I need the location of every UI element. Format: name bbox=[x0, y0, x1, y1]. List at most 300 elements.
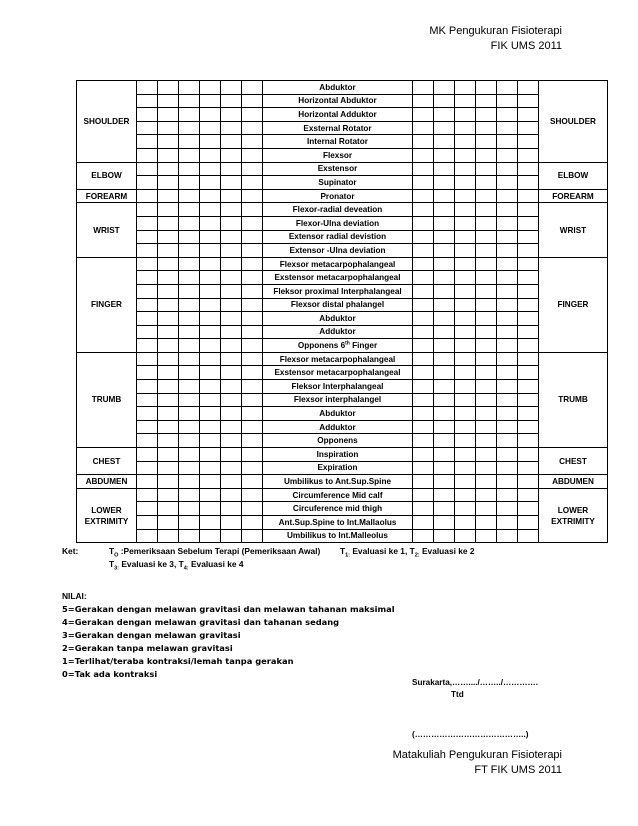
score-cell[interactable] bbox=[413, 176, 434, 190]
score-cell[interactable] bbox=[221, 516, 242, 530]
score-cell[interactable] bbox=[242, 135, 263, 149]
score-cell[interactable] bbox=[221, 339, 242, 353]
score-cell[interactable] bbox=[455, 203, 476, 217]
score-cell[interactable] bbox=[413, 257, 434, 271]
score-cell[interactable] bbox=[242, 189, 263, 203]
score-cell[interactable] bbox=[200, 203, 221, 217]
score-cell[interactable] bbox=[137, 312, 158, 326]
score-cell[interactable] bbox=[413, 420, 434, 434]
score-cell[interactable] bbox=[476, 407, 497, 421]
score-cell[interactable] bbox=[518, 298, 539, 312]
score-cell[interactable] bbox=[455, 244, 476, 258]
score-cell[interactable] bbox=[221, 216, 242, 230]
score-cell[interactable] bbox=[413, 434, 434, 448]
score-cell[interactable] bbox=[476, 434, 497, 448]
score-cell[interactable] bbox=[434, 257, 455, 271]
score-cell[interactable] bbox=[413, 135, 434, 149]
score-cell[interactable] bbox=[518, 366, 539, 380]
score-cell[interactable] bbox=[497, 284, 518, 298]
score-cell[interactable] bbox=[242, 216, 263, 230]
score-cell[interactable] bbox=[455, 380, 476, 394]
score-cell[interactable] bbox=[434, 475, 455, 489]
score-cell[interactable] bbox=[200, 393, 221, 407]
score-cell[interactable] bbox=[497, 502, 518, 516]
score-cell[interactable] bbox=[221, 407, 242, 421]
score-cell[interactable] bbox=[476, 312, 497, 326]
score-cell[interactable] bbox=[158, 380, 179, 394]
score-cell[interactable] bbox=[242, 312, 263, 326]
score-cell[interactable] bbox=[413, 298, 434, 312]
score-cell[interactable] bbox=[179, 271, 200, 285]
score-cell[interactable] bbox=[137, 380, 158, 394]
score-cell[interactable] bbox=[476, 162, 497, 176]
score-cell[interactable] bbox=[434, 434, 455, 448]
score-cell[interactable] bbox=[497, 94, 518, 108]
score-cell[interactable] bbox=[137, 366, 158, 380]
score-cell[interactable] bbox=[518, 135, 539, 149]
score-cell[interactable] bbox=[179, 121, 200, 135]
score-cell[interactable] bbox=[455, 108, 476, 122]
score-cell[interactable] bbox=[497, 271, 518, 285]
score-cell[interactable] bbox=[413, 148, 434, 162]
score-cell[interactable] bbox=[476, 189, 497, 203]
score-cell[interactable] bbox=[221, 461, 242, 475]
score-cell[interactable] bbox=[476, 420, 497, 434]
score-cell[interactable] bbox=[518, 502, 539, 516]
score-cell[interactable] bbox=[476, 502, 497, 516]
score-cell[interactable] bbox=[434, 461, 455, 475]
score-cell[interactable] bbox=[497, 108, 518, 122]
score-cell[interactable] bbox=[476, 352, 497, 366]
score-cell[interactable] bbox=[179, 216, 200, 230]
score-cell[interactable] bbox=[455, 94, 476, 108]
score-cell[interactable] bbox=[179, 461, 200, 475]
score-cell[interactable] bbox=[158, 121, 179, 135]
score-cell[interactable] bbox=[200, 121, 221, 135]
score-cell[interactable] bbox=[434, 189, 455, 203]
score-cell[interactable] bbox=[413, 121, 434, 135]
score-cell[interactable] bbox=[413, 230, 434, 244]
score-cell[interactable] bbox=[221, 176, 242, 190]
score-cell[interactable] bbox=[455, 461, 476, 475]
score-cell[interactable] bbox=[179, 448, 200, 462]
score-cell[interactable] bbox=[221, 230, 242, 244]
score-cell[interactable] bbox=[242, 257, 263, 271]
score-cell[interactable] bbox=[413, 271, 434, 285]
score-cell[interactable] bbox=[497, 420, 518, 434]
score-cell[interactable] bbox=[497, 448, 518, 462]
score-cell[interactable] bbox=[200, 325, 221, 339]
score-cell[interactable] bbox=[137, 135, 158, 149]
score-cell[interactable] bbox=[518, 94, 539, 108]
score-cell[interactable] bbox=[158, 203, 179, 217]
score-cell[interactable] bbox=[158, 108, 179, 122]
score-cell[interactable] bbox=[476, 244, 497, 258]
score-cell[interactable] bbox=[476, 298, 497, 312]
score-cell[interactable] bbox=[434, 271, 455, 285]
score-cell[interactable] bbox=[455, 257, 476, 271]
score-cell[interactable] bbox=[200, 352, 221, 366]
score-cell[interactable] bbox=[200, 461, 221, 475]
score-cell[interactable] bbox=[476, 271, 497, 285]
score-cell[interactable] bbox=[455, 284, 476, 298]
score-cell[interactable] bbox=[413, 312, 434, 326]
score-cell[interactable] bbox=[434, 94, 455, 108]
score-cell[interactable] bbox=[158, 434, 179, 448]
score-cell[interactable] bbox=[179, 339, 200, 353]
score-cell[interactable] bbox=[242, 420, 263, 434]
score-cell[interactable] bbox=[137, 420, 158, 434]
score-cell[interactable] bbox=[137, 94, 158, 108]
score-cell[interactable] bbox=[413, 189, 434, 203]
score-cell[interactable] bbox=[434, 325, 455, 339]
score-cell[interactable] bbox=[158, 502, 179, 516]
score-cell[interactable] bbox=[221, 257, 242, 271]
score-cell[interactable] bbox=[455, 393, 476, 407]
score-cell[interactable] bbox=[518, 488, 539, 502]
score-cell[interactable] bbox=[413, 529, 434, 543]
score-cell[interactable] bbox=[518, 434, 539, 448]
score-cell[interactable] bbox=[179, 420, 200, 434]
score-cell[interactable] bbox=[179, 312, 200, 326]
score-cell[interactable] bbox=[158, 352, 179, 366]
score-cell[interactable] bbox=[137, 488, 158, 502]
score-cell[interactable] bbox=[137, 407, 158, 421]
score-cell[interactable] bbox=[434, 488, 455, 502]
score-cell[interactable] bbox=[497, 380, 518, 394]
score-cell[interactable] bbox=[434, 284, 455, 298]
score-cell[interactable] bbox=[179, 94, 200, 108]
score-cell[interactable] bbox=[221, 448, 242, 462]
score-cell[interactable] bbox=[476, 94, 497, 108]
score-cell[interactable] bbox=[242, 407, 263, 421]
score-cell[interactable] bbox=[158, 516, 179, 530]
score-cell[interactable] bbox=[179, 325, 200, 339]
score-cell[interactable] bbox=[137, 176, 158, 190]
score-cell[interactable] bbox=[179, 284, 200, 298]
score-cell[interactable] bbox=[497, 162, 518, 176]
score-cell[interactable] bbox=[434, 448, 455, 462]
score-cell[interactable] bbox=[455, 529, 476, 543]
score-cell[interactable] bbox=[158, 488, 179, 502]
score-cell[interactable] bbox=[137, 284, 158, 298]
score-cell[interactable] bbox=[179, 162, 200, 176]
score-cell[interactable] bbox=[200, 407, 221, 421]
score-cell[interactable] bbox=[413, 352, 434, 366]
score-cell[interactable] bbox=[476, 461, 497, 475]
score-cell[interactable] bbox=[200, 135, 221, 149]
score-cell[interactable] bbox=[476, 284, 497, 298]
score-cell[interactable] bbox=[158, 339, 179, 353]
score-cell[interactable] bbox=[413, 393, 434, 407]
score-cell[interactable] bbox=[200, 216, 221, 230]
score-cell[interactable] bbox=[179, 108, 200, 122]
score-cell[interactable] bbox=[242, 475, 263, 489]
score-cell[interactable] bbox=[158, 393, 179, 407]
score-cell[interactable] bbox=[200, 284, 221, 298]
score-cell[interactable] bbox=[200, 529, 221, 543]
score-cell[interactable] bbox=[497, 475, 518, 489]
score-cell[interactable] bbox=[518, 203, 539, 217]
score-cell[interactable] bbox=[179, 203, 200, 217]
score-cell[interactable] bbox=[413, 325, 434, 339]
score-cell[interactable] bbox=[434, 203, 455, 217]
score-cell[interactable] bbox=[158, 81, 179, 95]
score-cell[interactable] bbox=[200, 230, 221, 244]
score-cell[interactable] bbox=[179, 148, 200, 162]
score-cell[interactable] bbox=[413, 94, 434, 108]
score-cell[interactable] bbox=[476, 516, 497, 530]
score-cell[interactable] bbox=[497, 230, 518, 244]
score-cell[interactable] bbox=[413, 475, 434, 489]
score-cell[interactable] bbox=[434, 339, 455, 353]
score-cell[interactable] bbox=[221, 529, 242, 543]
score-cell[interactable] bbox=[200, 176, 221, 190]
score-cell[interactable] bbox=[242, 393, 263, 407]
score-cell[interactable] bbox=[200, 189, 221, 203]
score-cell[interactable] bbox=[137, 434, 158, 448]
score-cell[interactable] bbox=[476, 380, 497, 394]
score-cell[interactable] bbox=[434, 135, 455, 149]
score-cell[interactable] bbox=[179, 298, 200, 312]
score-cell[interactable] bbox=[179, 230, 200, 244]
score-cell[interactable] bbox=[221, 148, 242, 162]
score-cell[interactable] bbox=[434, 81, 455, 95]
score-cell[interactable] bbox=[455, 189, 476, 203]
score-cell[interactable] bbox=[158, 230, 179, 244]
score-cell[interactable] bbox=[455, 162, 476, 176]
score-cell[interactable] bbox=[200, 257, 221, 271]
score-cell[interactable] bbox=[413, 407, 434, 421]
score-cell[interactable] bbox=[455, 298, 476, 312]
score-cell[interactable] bbox=[242, 162, 263, 176]
score-cell[interactable] bbox=[518, 257, 539, 271]
score-cell[interactable] bbox=[221, 298, 242, 312]
score-cell[interactable] bbox=[455, 312, 476, 326]
score-cell[interactable] bbox=[434, 244, 455, 258]
score-cell[interactable] bbox=[221, 203, 242, 217]
score-cell[interactable] bbox=[200, 420, 221, 434]
score-cell[interactable] bbox=[455, 176, 476, 190]
score-cell[interactable] bbox=[200, 312, 221, 326]
score-cell[interactable] bbox=[137, 339, 158, 353]
score-cell[interactable] bbox=[179, 516, 200, 530]
score-cell[interactable] bbox=[413, 339, 434, 353]
score-cell[interactable] bbox=[518, 516, 539, 530]
score-cell[interactable] bbox=[137, 325, 158, 339]
score-cell[interactable] bbox=[221, 393, 242, 407]
score-cell[interactable] bbox=[242, 176, 263, 190]
score-cell[interactable] bbox=[413, 203, 434, 217]
score-cell[interactable] bbox=[242, 284, 263, 298]
score-cell[interactable] bbox=[476, 393, 497, 407]
score-cell[interactable] bbox=[137, 461, 158, 475]
score-cell[interactable] bbox=[455, 420, 476, 434]
score-cell[interactable] bbox=[518, 312, 539, 326]
score-cell[interactable] bbox=[497, 81, 518, 95]
score-cell[interactable] bbox=[137, 502, 158, 516]
score-cell[interactable] bbox=[137, 203, 158, 217]
score-cell[interactable] bbox=[179, 244, 200, 258]
score-cell[interactable] bbox=[179, 407, 200, 421]
score-cell[interactable] bbox=[413, 502, 434, 516]
score-cell[interactable] bbox=[455, 366, 476, 380]
score-cell[interactable] bbox=[137, 108, 158, 122]
score-cell[interactable] bbox=[137, 121, 158, 135]
score-cell[interactable] bbox=[221, 271, 242, 285]
score-cell[interactable] bbox=[242, 434, 263, 448]
score-cell[interactable] bbox=[242, 339, 263, 353]
score-cell[interactable] bbox=[497, 189, 518, 203]
score-cell[interactable] bbox=[497, 407, 518, 421]
score-cell[interactable] bbox=[434, 162, 455, 176]
score-cell[interactable] bbox=[455, 339, 476, 353]
score-cell[interactable] bbox=[242, 488, 263, 502]
score-cell[interactable] bbox=[497, 135, 518, 149]
score-cell[interactable] bbox=[518, 475, 539, 489]
score-cell[interactable] bbox=[518, 352, 539, 366]
score-cell[interactable] bbox=[137, 230, 158, 244]
score-cell[interactable] bbox=[221, 81, 242, 95]
score-cell[interactable] bbox=[455, 81, 476, 95]
score-cell[interactable] bbox=[455, 448, 476, 462]
score-cell[interactable] bbox=[200, 434, 221, 448]
score-cell[interactable] bbox=[455, 271, 476, 285]
score-cell[interactable] bbox=[455, 407, 476, 421]
score-cell[interactable] bbox=[221, 135, 242, 149]
score-cell[interactable] bbox=[221, 189, 242, 203]
score-cell[interactable] bbox=[200, 502, 221, 516]
score-cell[interactable] bbox=[200, 94, 221, 108]
score-cell[interactable] bbox=[200, 366, 221, 380]
score-cell[interactable] bbox=[158, 244, 179, 258]
score-cell[interactable] bbox=[158, 94, 179, 108]
score-cell[interactable] bbox=[434, 352, 455, 366]
score-cell[interactable] bbox=[137, 529, 158, 543]
score-cell[interactable] bbox=[137, 162, 158, 176]
score-cell[interactable] bbox=[434, 121, 455, 135]
score-cell[interactable] bbox=[137, 189, 158, 203]
score-cell[interactable] bbox=[497, 488, 518, 502]
score-cell[interactable] bbox=[179, 393, 200, 407]
score-cell[interactable] bbox=[518, 148, 539, 162]
score-cell[interactable] bbox=[455, 475, 476, 489]
score-cell[interactable] bbox=[434, 366, 455, 380]
score-cell[interactable] bbox=[137, 475, 158, 489]
score-cell[interactable] bbox=[158, 298, 179, 312]
score-cell[interactable] bbox=[179, 176, 200, 190]
score-cell[interactable] bbox=[242, 230, 263, 244]
score-cell[interactable] bbox=[179, 529, 200, 543]
score-cell[interactable] bbox=[497, 339, 518, 353]
score-cell[interactable] bbox=[179, 366, 200, 380]
score-cell[interactable] bbox=[476, 135, 497, 149]
score-cell[interactable] bbox=[497, 216, 518, 230]
score-cell[interactable] bbox=[497, 312, 518, 326]
score-cell[interactable] bbox=[179, 380, 200, 394]
score-cell[interactable] bbox=[413, 108, 434, 122]
score-cell[interactable] bbox=[434, 108, 455, 122]
score-cell[interactable] bbox=[434, 516, 455, 530]
score-cell[interactable] bbox=[476, 488, 497, 502]
score-cell[interactable] bbox=[413, 366, 434, 380]
score-cell[interactable] bbox=[497, 529, 518, 543]
score-cell[interactable] bbox=[518, 162, 539, 176]
score-cell[interactable] bbox=[518, 339, 539, 353]
score-cell[interactable] bbox=[242, 516, 263, 530]
score-cell[interactable] bbox=[497, 325, 518, 339]
score-cell[interactable] bbox=[518, 461, 539, 475]
score-cell[interactable] bbox=[242, 203, 263, 217]
score-cell[interactable] bbox=[413, 216, 434, 230]
score-cell[interactable] bbox=[518, 325, 539, 339]
score-cell[interactable] bbox=[434, 393, 455, 407]
score-cell[interactable] bbox=[434, 216, 455, 230]
score-cell[interactable] bbox=[242, 529, 263, 543]
score-cell[interactable] bbox=[434, 298, 455, 312]
score-cell[interactable] bbox=[200, 81, 221, 95]
score-cell[interactable] bbox=[158, 475, 179, 489]
score-cell[interactable] bbox=[455, 121, 476, 135]
score-cell[interactable] bbox=[518, 81, 539, 95]
score-cell[interactable] bbox=[242, 352, 263, 366]
score-cell[interactable] bbox=[434, 148, 455, 162]
score-cell[interactable] bbox=[434, 420, 455, 434]
score-cell[interactable] bbox=[221, 121, 242, 135]
score-cell[interactable] bbox=[158, 257, 179, 271]
score-cell[interactable] bbox=[158, 162, 179, 176]
score-cell[interactable] bbox=[497, 393, 518, 407]
score-cell[interactable] bbox=[158, 325, 179, 339]
score-cell[interactable] bbox=[158, 176, 179, 190]
score-cell[interactable] bbox=[434, 407, 455, 421]
score-cell[interactable] bbox=[179, 352, 200, 366]
score-cell[interactable] bbox=[158, 271, 179, 285]
score-cell[interactable] bbox=[158, 216, 179, 230]
score-cell[interactable] bbox=[518, 529, 539, 543]
score-cell[interactable] bbox=[455, 216, 476, 230]
score-cell[interactable] bbox=[179, 135, 200, 149]
score-cell[interactable] bbox=[455, 230, 476, 244]
score-cell[interactable] bbox=[179, 488, 200, 502]
score-cell[interactable] bbox=[221, 162, 242, 176]
score-cell[interactable] bbox=[137, 148, 158, 162]
score-cell[interactable] bbox=[200, 298, 221, 312]
score-cell[interactable] bbox=[518, 176, 539, 190]
score-cell[interactable] bbox=[137, 271, 158, 285]
score-cell[interactable] bbox=[242, 94, 263, 108]
score-cell[interactable] bbox=[242, 448, 263, 462]
score-cell[interactable] bbox=[518, 271, 539, 285]
score-cell[interactable] bbox=[413, 244, 434, 258]
score-cell[interactable] bbox=[434, 502, 455, 516]
score-cell[interactable] bbox=[158, 148, 179, 162]
score-cell[interactable] bbox=[200, 244, 221, 258]
score-cell[interactable] bbox=[497, 257, 518, 271]
score-cell[interactable] bbox=[221, 434, 242, 448]
score-cell[interactable] bbox=[518, 380, 539, 394]
score-cell[interactable] bbox=[137, 81, 158, 95]
score-cell[interactable] bbox=[242, 325, 263, 339]
score-cell[interactable] bbox=[221, 94, 242, 108]
score-cell[interactable] bbox=[137, 298, 158, 312]
score-cell[interactable] bbox=[179, 257, 200, 271]
score-cell[interactable] bbox=[497, 244, 518, 258]
score-cell[interactable] bbox=[158, 529, 179, 543]
score-cell[interactable] bbox=[497, 516, 518, 530]
score-cell[interactable] bbox=[221, 325, 242, 339]
score-cell[interactable] bbox=[455, 135, 476, 149]
